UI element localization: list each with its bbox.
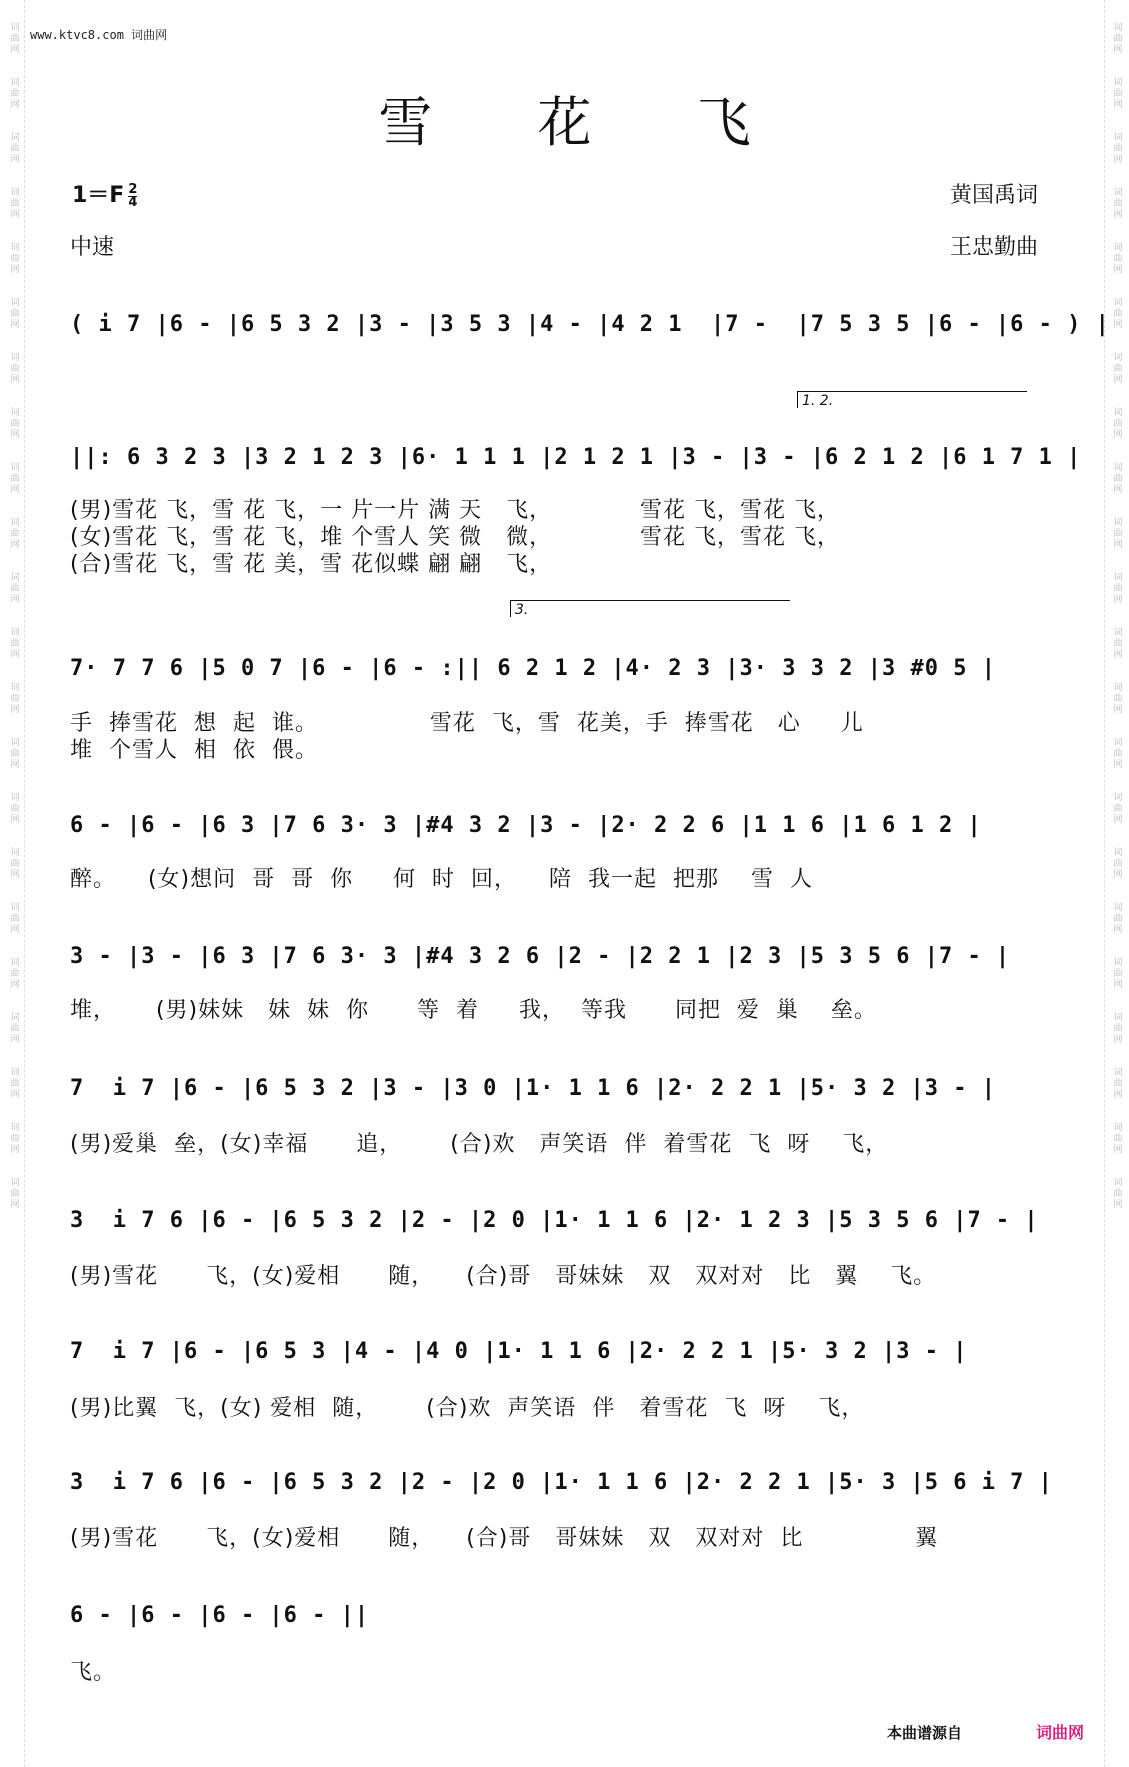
- watermark-text: 词曲网: [8, 572, 19, 605]
- lyric-line-7: (男)雪花 飞，(女)爱相 随， (合)哥 哥妹妹 双 双对对 比 翼 飞。: [70, 1264, 937, 1289]
- notation-line-1: ( i 7 |6 - |6 5 3 2 |3 - |3 5 3 |4 - |4 2 1 |7 - |7 5 3 5 |6 - |6 - ) |: [70, 312, 1110, 337]
- watermark-text: 词曲网: [1111, 682, 1122, 715]
- watermark-text: 词曲网: [8, 792, 19, 825]
- time-signature-top: 2: [128, 181, 138, 197]
- watermark-text: 词曲网: [8, 682, 19, 715]
- footer-site-link[interactable]: 词曲网: [1036, 1723, 1085, 1742]
- watermark-text: 词曲网: [8, 22, 19, 55]
- lyric-line-8: (男)比翼 飞，(女) 爱相 随， (合)欢 声笑语 伴 着雪花 飞 呀 飞，: [70, 1396, 865, 1421]
- watermark-text: 词曲网: [8, 187, 19, 220]
- lyric-line-2-chorus: (合)雪花 飞，雪 花 美，雪 花似蝶 翩 翩 飞，: [70, 552, 553, 577]
- watermark-text: 词曲网: [1111, 517, 1122, 550]
- watermark-text: 词曲网: [8, 132, 19, 165]
- notation-line-6: 7 i 7 |6 - |6 5 3 2 |3 - |3 0 |1· 1 1 6 |2· 2 2 1 |5· 3 2 |3 - |: [70, 1076, 996, 1101]
- lyric-line-2-female: (女)雪花 飞，雪 花 飞，堆 个雪人 笑 微 微， 雪花 飞，雪花 飞，: [70, 525, 841, 550]
- watermark-text: 词曲网: [1111, 1067, 1122, 1100]
- notation-line-2: ||: 6 3 2 3 |3 2 1 2 3 |6· 1 1 1 |2 1 2 1 |3 - |3 - |6 2 1 2 |6 1 7 1 |: [70, 445, 1082, 470]
- watermark-text: 词曲网: [8, 297, 19, 330]
- volta-third-ending: 3.: [510, 600, 790, 617]
- watermark-text: 词曲网: [1111, 572, 1122, 605]
- watermark-text: 词曲网: [8, 77, 19, 110]
- notation-line-10: 6 - |6 - |6 - |6 - ||: [70, 1603, 370, 1628]
- notation-line-9: 3 i 7 6 |6 - |6 5 3 2 |2 - |2 0 |1· 1 1 6 |2· 2 2 1 |5· 3 |5 6 i 7 |: [70, 1470, 1053, 1495]
- watermark-text: 词曲网: [8, 957, 19, 990]
- volta-first-ending: 1. 2.: [797, 391, 1027, 408]
- watermark-text: 词曲网: [1111, 407, 1122, 440]
- key-signature-text: 1＝F: [72, 183, 125, 208]
- watermark-text: 词曲网: [1111, 847, 1122, 880]
- watermark-text: 词曲网: [8, 847, 19, 880]
- watermark-text: 词曲网: [1111, 1012, 1122, 1045]
- lyricist-credit: 黄国禹词: [950, 183, 1039, 208]
- footer-source-label: 本曲谱源自: [887, 1724, 963, 1742]
- watermark-text: 词曲网: [8, 1122, 19, 1155]
- watermark-text: 词曲网: [1111, 902, 1122, 935]
- key-signature: [72, 178, 137, 209]
- watermark-text: 词曲网: [1111, 627, 1122, 660]
- lyric-line-5: 堆， (男)妹妹 妹 妹 你 等 着 我， 等我 同把 爱 巢 垒。: [70, 998, 877, 1023]
- right-watermark-strip: [1104, 0, 1127, 1767]
- watermark-text: 词曲网: [8, 242, 19, 275]
- lyric-line-10: 飞。: [70, 1660, 117, 1685]
- song-title: 雪 花 飞: [378, 91, 795, 154]
- lyric-line-6: (男)爱巢 垒，(女)幸福 追， (合)欢 声笑语 伴 着雪花 飞 呀 飞，: [70, 1132, 889, 1157]
- notation-line-3: 7· 7 7 6 |5 0 7 |6 - |6 - :|| 6 2 1 2 |4· 2 3 |3· 3 3 2 |3 #0 5 |: [70, 656, 996, 681]
- notation-line-5: 3 - |3 - |6 3 |7 6 3· 3 |#4 3 2 6 |2 - |2 2 1 |2 3 |5 3 5 6 |7 - |: [70, 944, 1011, 969]
- watermark-text: 词曲网: [8, 627, 19, 660]
- notation-line-8: 7 i 7 |6 - |6 5 3 |4 - |4 0 |1· 1 1 6 |2· 2 2 1 |5· 3 2 |3 - |: [70, 1339, 968, 1364]
- lyric-line-9: (男)雪花 飞，(女)爱相 随， (合)哥 哥妹妹 双 双对对 比 翼: [70, 1526, 939, 1551]
- tempo-marking: 中速: [70, 235, 115, 260]
- watermark-text: 词曲网: [1111, 132, 1122, 165]
- watermark-text: 词曲网: [8, 1067, 19, 1100]
- watermark-text: 词曲网: [8, 1012, 19, 1045]
- watermark-text: 词曲网: [1111, 297, 1122, 330]
- watermark-text: 词曲网: [1111, 22, 1122, 55]
- lyric-line-3-b: 堆 个雪人 相 依 偎。: [70, 738, 318, 763]
- lyric-line-4: 醉。 (女)想问 哥 哥 你 何 时 回， 陪 我一起 把那 雪 人: [70, 867, 813, 892]
- time-signature: [128, 181, 138, 210]
- watermark-text: 词曲网: [1111, 1177, 1122, 1210]
- watermark-text: 词曲网: [1111, 462, 1122, 495]
- lyric-line-2-male: (男)雪花 飞，雪 花 飞，一 片一片 满 天 飞， 雪花 飞，雪花 飞，: [70, 498, 841, 523]
- watermark-text: 词曲网: [8, 737, 19, 770]
- watermark-text: 词曲网: [1111, 77, 1122, 110]
- time-signature-bottom: 4: [128, 194, 138, 210]
- watermark-text: 词曲网: [1111, 737, 1122, 770]
- watermark-text: 词曲网: [1111, 1122, 1122, 1155]
- watermark-text: 词曲网: [1111, 352, 1122, 385]
- lyric-line-3-a: 手 捧雪花 想 起 谁。 雪花 飞，雪 花美，手 捧雪花 心 儿: [70, 711, 864, 736]
- watermark-text: 词曲网: [1111, 792, 1122, 825]
- watermark-text: 词曲网: [8, 462, 19, 495]
- composer-credit: 王忠勤曲: [950, 235, 1039, 260]
- watermark-text: 词曲网: [1111, 957, 1122, 990]
- watermark-text: 词曲网: [8, 352, 19, 385]
- notation-line-4: 6 - |6 - |6 3 |7 6 3· 3 |#4 3 2 |3 - |2· 2 2 6 |1 1 6 |1 6 1 2 |: [70, 813, 982, 838]
- left-watermark-strip: [2, 0, 25, 1767]
- watermark-text: 词曲网: [1111, 242, 1122, 275]
- watermark-text: 词曲网: [8, 1177, 19, 1210]
- notation-line-7: 3 i 7 6 |6 - |6 5 3 2 |2 - |2 0 |1· 1 1 6 |2· 1 2 3 |5 3 5 6 |7 - |: [70, 1208, 1039, 1233]
- watermark-text: 词曲网: [8, 902, 19, 935]
- watermark-text: 词曲网: [1111, 187, 1122, 220]
- watermark-text: 词曲网: [8, 517, 19, 550]
- watermark-text: 词曲网: [8, 407, 19, 440]
- source-url: www.ktvc8.com 词曲网: [30, 28, 168, 42]
